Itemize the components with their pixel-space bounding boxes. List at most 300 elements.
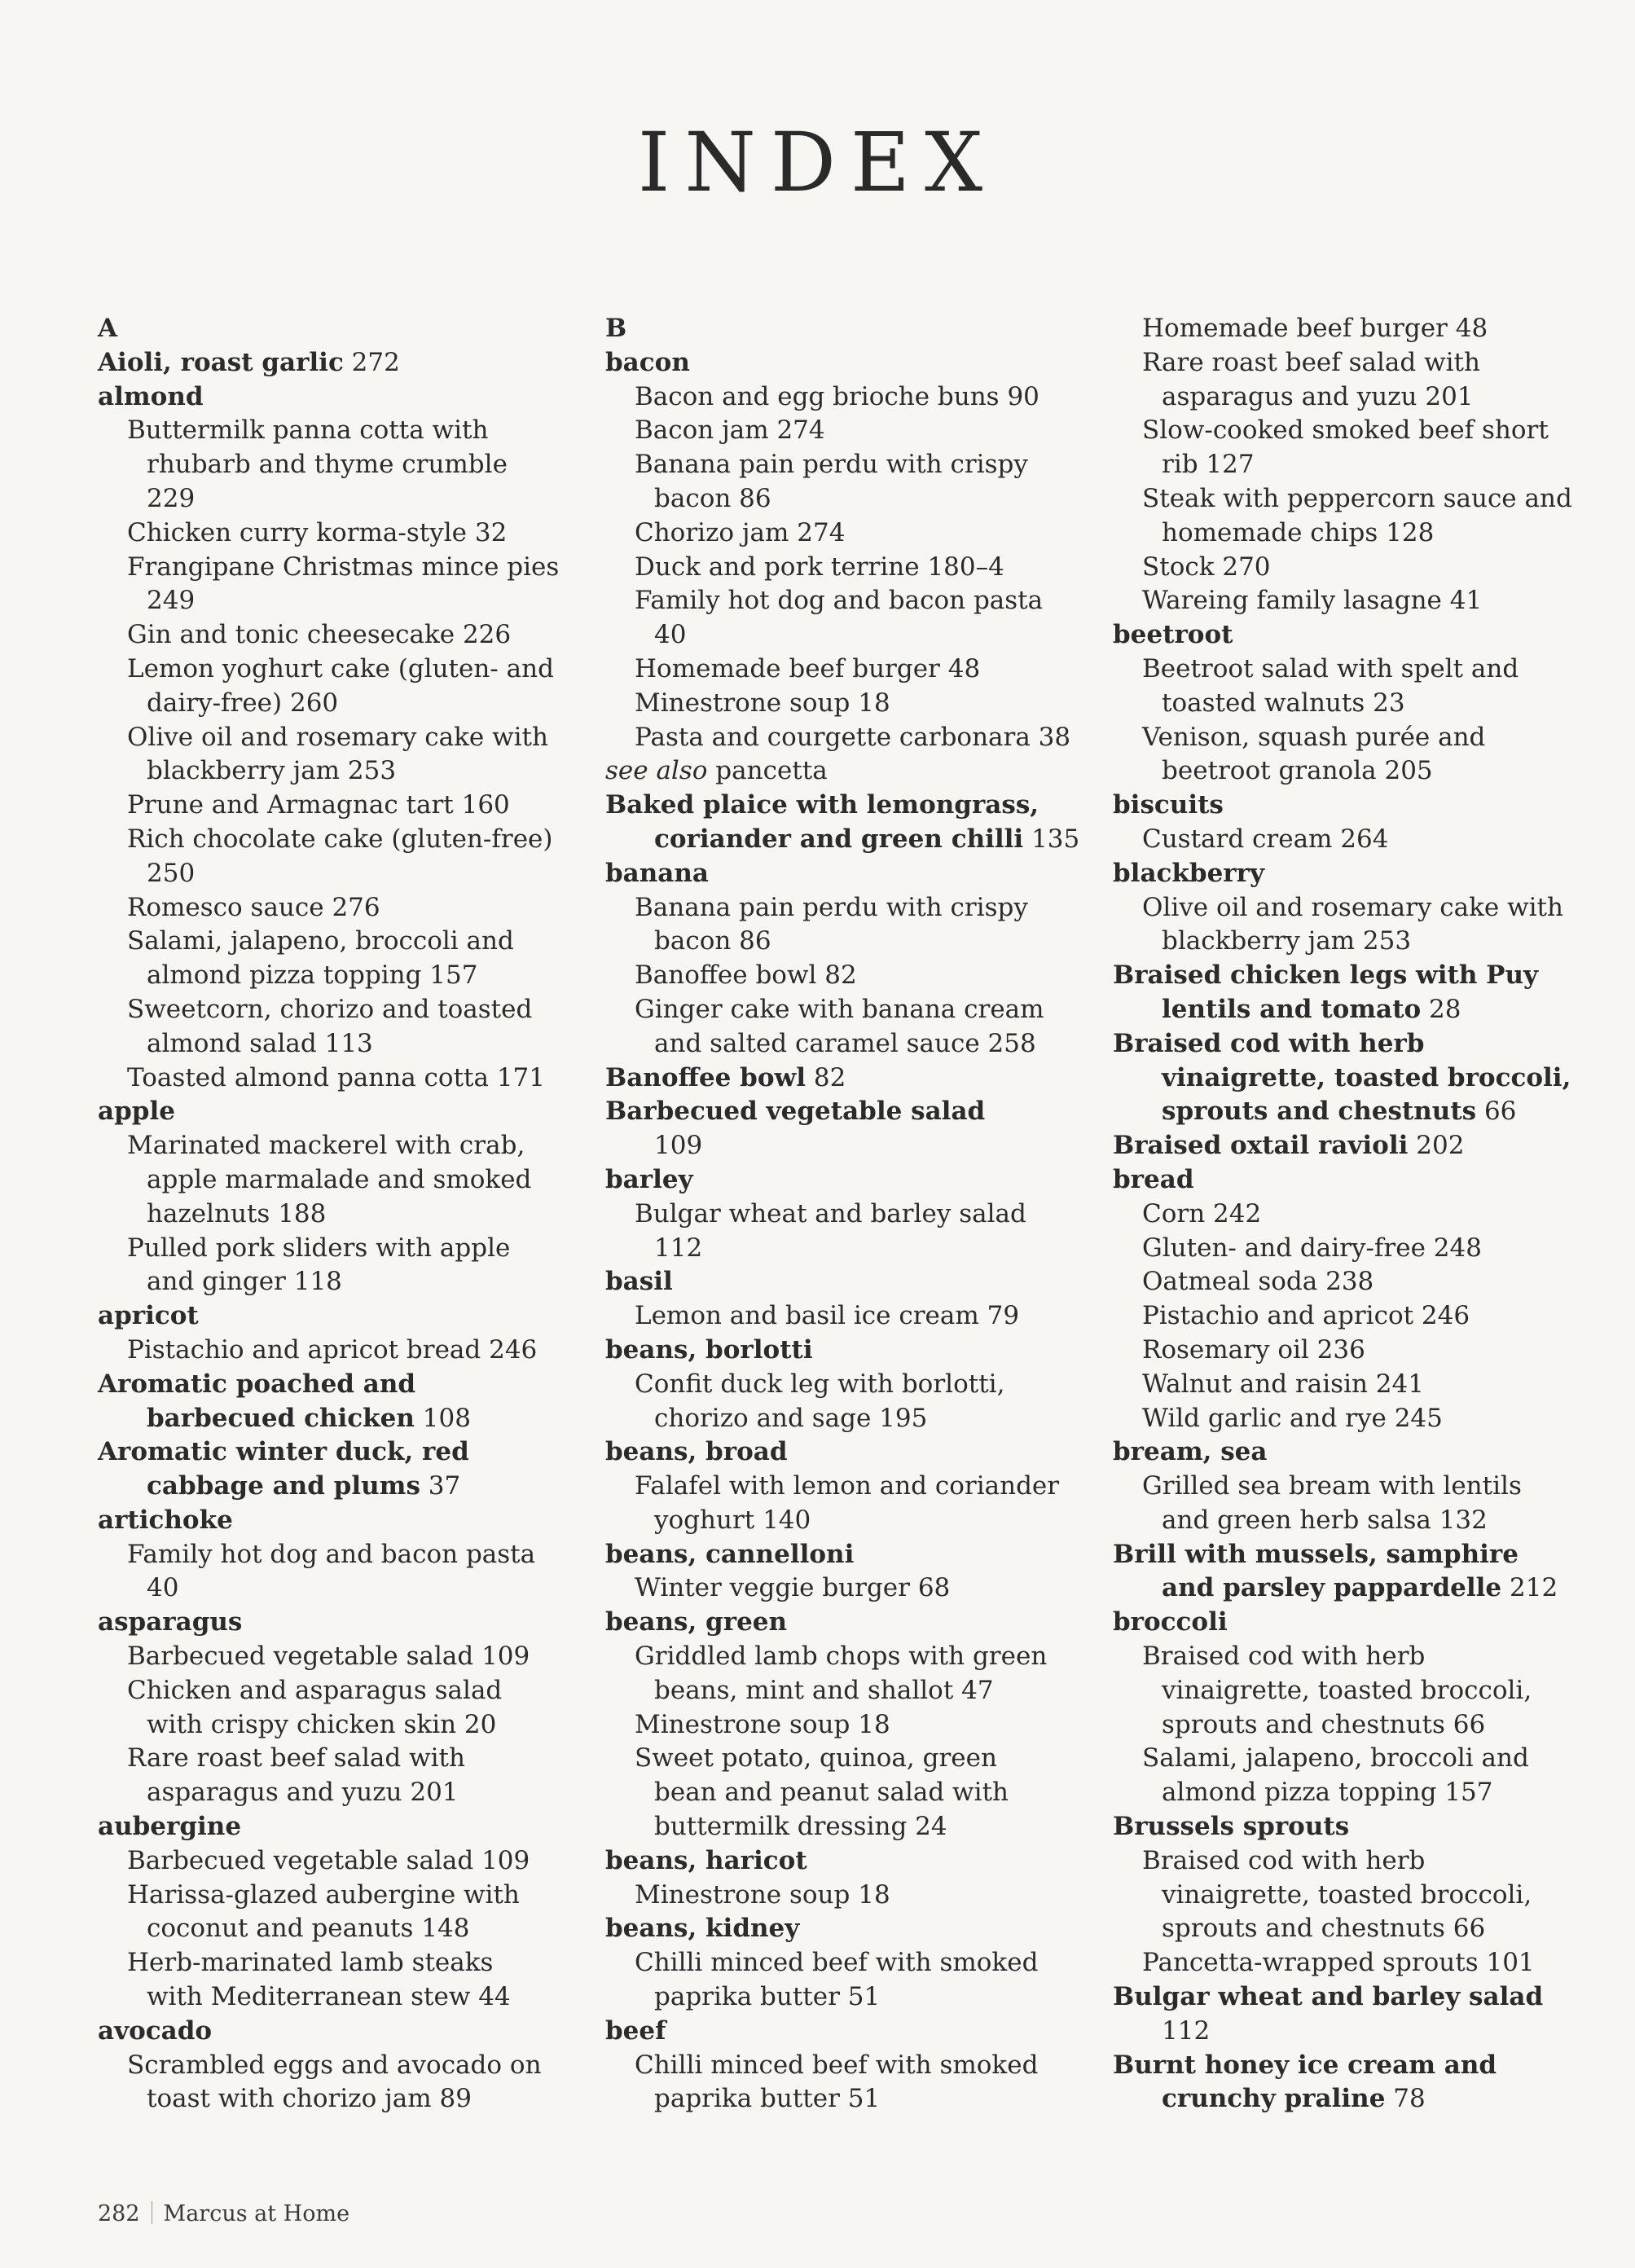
index-subentry-continuation (605, 1027, 1094, 1061)
index-heading (605, 1163, 1094, 1198)
index-text: barley (605, 1164, 693, 1194)
index-subentry (605, 891, 1094, 925)
page-reference: 212 (1501, 1573, 1558, 1603)
index-subentry (1113, 1232, 1602, 1266)
index-text: Baked plaice with lemongrass, (605, 790, 1039, 820)
index-subentry (605, 516, 1094, 551)
index-text: buttermilk dressing 24 (654, 1812, 947, 1842)
index-subentry-continuation (98, 584, 587, 618)
index-text: sprouts and chestnuts 66 (1162, 1914, 1486, 1944)
index-subentry-continuation (98, 754, 587, 789)
index-heading (605, 1606, 1094, 1640)
index-text: homemade chips 128 (1162, 517, 1435, 547)
index-text: bacon 86 (654, 926, 771, 956)
index-text: coriander and green chilli (654, 824, 1024, 854)
index-heading (1113, 1129, 1602, 1163)
index-text: hazelnuts 188 (147, 1198, 327, 1228)
index-text: apricot (98, 1301, 199, 1331)
index-subentry-continuation (605, 1129, 1094, 1163)
index-text: banana (605, 858, 710, 888)
index-subentry-continuation (98, 2082, 587, 2116)
index-text: and ginger 118 (147, 1267, 342, 1297)
index-text: 229 (147, 483, 196, 513)
index-text: Braised cod with herb (1142, 1642, 1426, 1672)
index-subentry (1113, 584, 1602, 618)
index-text: broccoli (1113, 1607, 1228, 1637)
index-text: Burnt honey ice cream and (1113, 2050, 1497, 2080)
index-text: Family hot dog and bacon pasta (635, 586, 1044, 616)
index-text: Pulled pork sliders with apple (127, 1233, 511, 1263)
index-heading (1113, 1980, 1602, 2015)
index-column-2 (605, 312, 1094, 2116)
index-subentry (98, 721, 587, 755)
index-subentry (605, 993, 1094, 1027)
index-subentry (605, 2049, 1094, 2083)
index-text: rib 127 (1162, 450, 1255, 480)
index-text: Barbecued vegetable salad 109 (127, 1845, 530, 1875)
index-text: Venison, squash purée and (1142, 722, 1486, 752)
index-text: vinaigrette, toasted broccoli, (1162, 1062, 1571, 1092)
index-text: Chorizo jam 274 (635, 517, 846, 547)
index-text: Marinated mackerel with crab, (127, 1131, 525, 1161)
index-heading (1113, 1435, 1602, 1470)
index-text: 249 (147, 586, 196, 616)
index-text: Ginger cake with banana cream (635, 994, 1044, 1024)
index-text: beans, mint and shallot 47 (654, 1675, 994, 1705)
index-text: Beetroot salad with spelt and (1142, 653, 1519, 683)
index-text: lentils and tomato (1162, 994, 1422, 1024)
index-subentry (98, 1674, 587, 1708)
index-text: dairy-free) 260 (147, 688, 339, 718)
index-text: Salami, jalapeno, broccoli and (1142, 1743, 1529, 1774)
index-text: bean and peanut salad with (654, 1778, 1009, 1808)
index-text: Scrambled eggs and avocado on (127, 2050, 542, 2080)
index-text: Rare roast beef salad with (127, 1743, 465, 1774)
index-text: Duck and pork terrine 180–4 (635, 552, 1004, 582)
index-text: Bulgar wheat and barley salad (635, 1198, 1026, 1228)
index-text: and parsley pappardelle (1162, 1573, 1502, 1603)
index-text: Rich chocolate cake (gluten-free) (127, 824, 553, 854)
index-text: with crispy chicken skin 20 (147, 1709, 497, 1739)
index-subentry (605, 1640, 1094, 1674)
index-heading (605, 1265, 1094, 1299)
index-subentry (1113, 891, 1602, 925)
index-subentry (605, 1571, 1094, 1606)
index-text: biscuits (1113, 790, 1224, 820)
index-text: B (605, 314, 627, 343)
index-subentry-continuation (605, 1980, 1094, 2015)
index-text: Custard cream 264 (1142, 824, 1389, 854)
index-subentry-continuation (1113, 1504, 1602, 1538)
index-text: Herb-marinated lamb steaks (127, 1948, 494, 1978)
index-subentry-continuation (605, 1776, 1094, 1810)
index-text: Chilli minced beef with smoked (635, 1948, 1039, 1978)
index-subentry (1113, 1402, 1602, 1436)
index-heading (605, 789, 1094, 823)
index-subentry (98, 1742, 587, 1776)
index-text: crunchy praline (1162, 2084, 1386, 2114)
index-text: Salami, jalapeno, broccoli and (127, 926, 514, 956)
index-subentry (98, 789, 587, 823)
index-text: almond (98, 381, 204, 411)
index-text: rhubarb and thyme crumble (147, 450, 508, 480)
index-text: A (98, 314, 118, 343)
index-subentry (1113, 1640, 1602, 1674)
index-subentry-continuation (1113, 1674, 1602, 1708)
index-text: Homemade beef burger 48 (1142, 314, 1488, 343)
index-text: bacon 86 (654, 483, 771, 513)
index-heading (98, 1368, 587, 1402)
index-subentry (1113, 551, 1602, 585)
index-text: beans, kidney (605, 1914, 800, 1944)
index-text: blackberry jam 253 (1162, 926, 1412, 956)
index-text: vinaigrette, toasted broccoli, (1162, 1675, 1532, 1705)
index-subentry (98, 1538, 587, 1572)
index-subentry (605, 1368, 1094, 1402)
index-text: Family hot dog and bacon pasta (127, 1539, 536, 1569)
index-subentry (605, 414, 1094, 448)
index-text: Chicken curry korma-style 32 (127, 517, 508, 547)
index-text: Sweetcorn, chorizo and toasted (127, 994, 533, 1024)
index-text: Braised oxtail ravioli (1113, 1131, 1409, 1161)
index-subentry (98, 551, 587, 585)
index-subentry (98, 1879, 587, 1913)
index-subentry (98, 1334, 587, 1368)
index-text: Aromatic poached and (98, 1369, 416, 1399)
index-subentry-continuation (98, 1912, 587, 1946)
index-text: beans, haricot (605, 1845, 807, 1875)
index-text: Brill with mussels, samphire (1113, 1539, 1519, 1569)
index-text: Walnut and raisin 241 (1142, 1369, 1424, 1399)
index-text: asparagus (98, 1607, 243, 1637)
index-subentry (605, 1470, 1094, 1504)
index-subentry (1113, 1299, 1602, 1334)
index-heading (1113, 1163, 1602, 1198)
index-text: blackberry (1113, 858, 1264, 888)
index-text: Griddled lamb chops with green (635, 1642, 1048, 1672)
index-text: with Mediterranean stew 44 (147, 1982, 511, 2012)
index-text: Olive oil and rosemary cake with (127, 722, 548, 752)
index-heading-continuation (1113, 993, 1602, 1027)
index-text: Falafel with lemon and coriander (635, 1471, 1060, 1501)
index-text: Pancetta-wrapped sprouts 101 (1142, 1948, 1535, 1978)
index-text: bream, sea (1113, 1437, 1268, 1467)
index-text: beef (605, 2015, 666, 2046)
index-text: Bacon jam 274 (635, 415, 825, 446)
index-text: Banana pain perdu with crispy (635, 450, 1028, 480)
index-heading-continuation (1113, 1095, 1602, 1129)
index-text: barbecued chicken (147, 1403, 415, 1433)
index-subentry (1113, 1742, 1602, 1776)
page-reference: 78 (1385, 2084, 1426, 2114)
index-text: Toasted almond panna cotta 171 (127, 1062, 545, 1092)
index-subentry (605, 1946, 1094, 1980)
index-subentry (605, 448, 1094, 482)
index-text: bread (1113, 1164, 1194, 1194)
index-text: Gin and tonic cheesecake 226 (127, 620, 512, 650)
index-heading-continuation (1113, 2082, 1602, 2116)
page-reference: 135 (1023, 824, 1080, 854)
index-heading-continuation (98, 1470, 587, 1504)
index-heading (98, 1504, 587, 1538)
index-text: cabbage and plums (147, 1471, 420, 1501)
index-subentry (98, 993, 587, 1027)
index-text: Corn 242 (1142, 1198, 1262, 1228)
index-text: Homemade beef burger 48 (635, 653, 981, 683)
index-text: Lemon yoghurt cake (gluten- and (127, 653, 554, 683)
index-subentry (605, 380, 1094, 415)
index-text: 250 (147, 858, 196, 888)
page-reference: 202 (1408, 1131, 1465, 1161)
index-text: yoghurt 140 (654, 1505, 811, 1535)
page-reference: 28 (1421, 994, 1461, 1024)
index-text: Minestrone soup 18 (635, 1709, 890, 1739)
index-text: sprouts and chestnuts (1162, 1097, 1477, 1127)
index-text: Pistachio and apricot bread 246 (127, 1334, 538, 1365)
index-text: Oatmeal soda 238 (1142, 1267, 1374, 1297)
index-subentry-continuation (605, 1402, 1094, 1436)
index-heading (98, 1606, 587, 1640)
index-text: Minestrone soup 18 (635, 1879, 890, 1910)
index-heading (605, 1844, 1094, 1879)
index-heading (98, 1095, 587, 1129)
index-text: Chilli minced beef with smoked (635, 2050, 1039, 2080)
index-text: vinaigrette, toasted broccoli, (1162, 1879, 1532, 1910)
index-subentry (1113, 482, 1602, 516)
index-subentry (98, 1061, 587, 1096)
index-text: chorizo and sage 195 (654, 1403, 928, 1433)
index-heading (1113, 1027, 1602, 1061)
index-heading (98, 1810, 587, 1844)
see-also-target: pancetta (707, 756, 828, 786)
index-text: Wild garlic and rye 245 (1142, 1403, 1443, 1433)
index-text: and green herb salsa 132 (1162, 1505, 1488, 1535)
index-text: Wareing family lasagne 41 (1142, 586, 1483, 616)
index-heading (1113, 789, 1602, 823)
index-subentry (98, 414, 587, 448)
index-heading (1113, 2049, 1602, 2083)
index-subentry (98, 618, 587, 653)
page-reference: 272 (343, 347, 400, 377)
index-subentry-continuation (98, 687, 587, 721)
index-subentry-continuation (98, 1708, 587, 1743)
page-reference: 108 (414, 1403, 471, 1433)
index-text: Banoffee bowl 82 (635, 960, 857, 991)
index-heading (605, 1334, 1094, 1368)
index-text: paprika butter 51 (654, 1982, 881, 2012)
index-subentry (605, 1879, 1094, 1913)
index-subentry-continuation (605, 1810, 1094, 1844)
index-heading-continuation (98, 1402, 587, 1436)
index-text: 109 (654, 1131, 703, 1161)
index-heading-continuation (1113, 1571, 1602, 1606)
index-subentry-continuation (98, 1198, 587, 1232)
index-text: blackberry jam 253 (147, 756, 397, 786)
index-heading-continuation (1113, 1061, 1602, 1096)
index-text: Pistachio and apricot 246 (1142, 1301, 1470, 1331)
index-subentry-continuation (98, 1776, 587, 1810)
index-text: Winter veggie burger 68 (635, 1573, 951, 1603)
index-text: Bulgar wheat and barley salad (1113, 1982, 1544, 2012)
see-also-label: see also (605, 756, 708, 786)
index-heading (1113, 857, 1602, 891)
index-heading (98, 1299, 587, 1334)
index-subentry (605, 1742, 1094, 1776)
index-text: Barbecued vegetable salad (605, 1097, 986, 1127)
index-text: Banana pain perdu with crispy (635, 892, 1028, 922)
index-subentry-continuation (1113, 448, 1602, 482)
index-subentry-continuation (98, 448, 587, 482)
index-subentry (605, 1299, 1094, 1334)
index-text: beans, green (605, 1607, 788, 1637)
index-subentry-continuation (605, 1232, 1094, 1266)
page-title: INDEX (637, 115, 998, 210)
index-subentry (98, 2049, 587, 2083)
index-text: Harissa-glazed aubergine with (127, 1879, 520, 1910)
index-text: Rosemary oil 236 (1142, 1334, 1365, 1365)
index-text: beetroot granola 205 (1162, 756, 1433, 786)
index-column-3 (1113, 312, 1602, 2116)
page-reference: 66 (1476, 1097, 1517, 1127)
index-heading (98, 380, 587, 415)
book-title: Marcus at Home (163, 2201, 350, 2226)
index-text: Lemon and basil ice cream 79 (635, 1301, 1020, 1331)
index-subentry-continuation (98, 1571, 587, 1606)
index-text: Pasta and courgette carbonara 38 (635, 722, 1071, 752)
index-text: almond pizza topping 157 (1162, 1778, 1493, 1808)
index-heading (1113, 959, 1602, 993)
index-heading (98, 346, 587, 380)
index-text: Steak with peppercorn sauce and (1142, 483, 1572, 513)
index-subentry-continuation (1113, 1776, 1602, 1810)
index-text: Slow-cooked smoked beef short (1142, 415, 1549, 446)
index-heading (1113, 1538, 1602, 1572)
index-text: Sweet potato, quinoa, green (635, 1743, 997, 1774)
index-text: sprouts and chestnuts 66 (1162, 1709, 1486, 1739)
index-text: aubergine (98, 1812, 242, 1842)
index-subentry (98, 1946, 587, 1980)
index-subentry-continuation (605, 2082, 1094, 2116)
index-heading (605, 1435, 1094, 1470)
index-text: Frangipane Christmas mince pies (127, 552, 560, 582)
index-subentry (1113, 312, 1602, 346)
index-text: Olive oil and rosemary cake with (1142, 892, 1563, 922)
index-subentry-continuation (1113, 380, 1602, 415)
index-subentry-continuation (1113, 925, 1602, 959)
index-text: apple marmalade and smoked (147, 1164, 532, 1194)
index-text: Bacon and egg brioche buns 90 (635, 381, 1039, 411)
index-subentry-continuation (98, 857, 587, 891)
index-letter-heading (98, 312, 587, 346)
index-text: Braised chicken legs with Puy (1113, 960, 1539, 991)
index-text: beans, broad (605, 1437, 788, 1467)
index-heading (605, 857, 1094, 891)
index-text: avocado (98, 2015, 213, 2046)
index-subentry (605, 1708, 1094, 1743)
index-text: Aromatic winter duck, red (98, 1437, 469, 1467)
index-heading (1113, 1606, 1602, 1640)
index-subentry (98, 925, 587, 959)
index-subentry (1113, 1470, 1602, 1504)
index-subentry (1113, 721, 1602, 755)
index-text: toasted walnuts 23 (1162, 688, 1405, 718)
index-subentry-continuation (1113, 2015, 1602, 2049)
index-subentry (1113, 1368, 1602, 1402)
index-subentry-continuation (98, 1980, 587, 2015)
index-text: Confit duck leg with borlotti, (635, 1369, 1005, 1399)
index-heading (1113, 618, 1602, 653)
index-subentry (1113, 1844, 1602, 1879)
index-subentry (605, 959, 1094, 993)
index-heading (98, 1435, 587, 1470)
index-subentry-continuation (1113, 1879, 1602, 1913)
index-heading (605, 2015, 1094, 2049)
index-subentry (605, 1198, 1094, 1232)
index-subentry (1113, 414, 1602, 448)
index-subentry (605, 721, 1094, 755)
index-text: coconut and peanuts 148 (147, 1914, 470, 1944)
index-text: asparagus and yuzu 201 (1162, 381, 1474, 411)
index-subentry-continuation (98, 482, 587, 516)
index-letter-heading (605, 312, 1094, 346)
index-subentry-continuation (98, 1163, 587, 1198)
index-text: almond salad 113 (147, 1028, 373, 1058)
index-text: Rare roast beef salad with (1142, 347, 1480, 377)
page-number: 282 (98, 2201, 140, 2226)
index-heading (605, 1538, 1094, 1572)
index-text: almond pizza topping 157 (147, 960, 478, 991)
index-subentry-continuation (98, 959, 587, 993)
index-text: Gluten- and dairy-free 248 (1142, 1233, 1482, 1263)
index-heading (605, 1061, 1094, 1096)
index-text: Barbecued vegetable salad 109 (127, 1642, 530, 1672)
index-text: Buttermilk panna cotta with (127, 415, 489, 446)
index-text: paprika butter 51 (654, 2084, 881, 2114)
index-text: Grilled sea bream with lentils (1142, 1471, 1522, 1501)
index-subentry-continuation (98, 1265, 587, 1299)
index-subentry (1113, 1265, 1602, 1299)
index-subentry (1113, 823, 1602, 857)
index-text: beans, borlotti (605, 1334, 813, 1365)
index-subentry (98, 1844, 587, 1879)
index-text: and salted caramel sauce 258 (654, 1028, 1036, 1058)
index-subentry (605, 584, 1094, 618)
index-subentry-continuation (1113, 754, 1602, 789)
index-subentry-continuation (605, 1504, 1094, 1538)
index-subentry (1113, 653, 1602, 687)
index-subentry-continuation (1113, 1708, 1602, 1743)
index-cross-reference (605, 754, 1094, 789)
index-text: 112 (654, 1233, 703, 1263)
index-subentry (98, 1640, 587, 1674)
index-text: Brussels sprouts (1113, 1812, 1350, 1842)
index-text: Braised cod with herb (1113, 1028, 1425, 1058)
index-text: Stock 270 (1142, 552, 1271, 582)
index-subentry (98, 653, 587, 687)
index-text: 40 (147, 1573, 179, 1603)
index-subentry-continuation (605, 482, 1094, 516)
index-heading-continuation (605, 823, 1094, 857)
page-footer (98, 2201, 349, 2226)
index-text: Prune and Armagnac tart 160 (127, 790, 510, 820)
index-subentry (605, 653, 1094, 687)
index-text: basil (605, 1267, 673, 1297)
index-heading (1113, 1810, 1602, 1844)
index-subentry (98, 1129, 587, 1163)
index-subentry (1113, 1334, 1602, 1368)
index-text: asparagus and yuzu 201 (147, 1778, 459, 1808)
index-heading (98, 2015, 587, 2049)
